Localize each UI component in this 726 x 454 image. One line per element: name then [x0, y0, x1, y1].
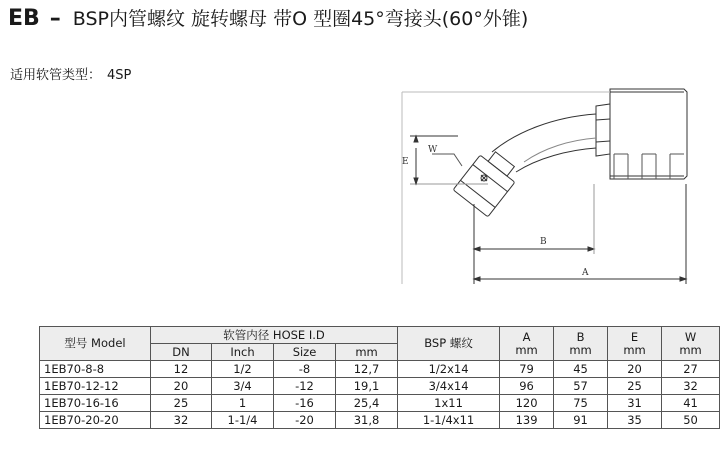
- swivel-nut: [453, 155, 515, 217]
- subheader-mm: mm: [336, 344, 398, 361]
- ferrule-outline: [610, 89, 687, 179]
- subheader-inch: Inch: [212, 344, 274, 361]
- dim-header-w: W mm: [662, 327, 720, 361]
- fitting-drawing: [388, 84, 718, 294]
- hose-type-value: 4SP: [107, 68, 132, 83]
- hose-type-label: 适用软管类型：: [10, 68, 102, 83]
- header-row-1: [40, 327, 720, 344]
- dim-header-e: E mm: [608, 327, 662, 361]
- subheader-dn: DN: [151, 344, 212, 361]
- hose-id-header: 软管内径 HOSE I.D: [151, 327, 398, 344]
- table-row: 1EB70-20-20 32 1-1/4 -20 31,8 1-1/4x11 139 91 35 50: [40, 412, 720, 429]
- product-description: BSP内管螺纹 旋转螺母 带O 型圈45°弯接头(60°外锥): [72, 8, 529, 30]
- drawing-label-w: W: [428, 145, 438, 155]
- drawing-label-a: A: [582, 268, 589, 278]
- table-row: 1EB70-8-8 12 1/2 -8 12,7 1/2x14 79 45 20 27: [40, 361, 720, 378]
- model-header: 型号 Model: [40, 327, 151, 361]
- drawing-label-b: B: [540, 237, 547, 247]
- title-dash: –: [49, 6, 61, 31]
- dim-header-b: B mm: [554, 327, 608, 361]
- drawing-label-e: E: [402, 157, 409, 167]
- subheader-size: Size: [274, 344, 336, 361]
- thread-header: BSP 螺纹: [398, 327, 500, 361]
- bent-stem: [492, 114, 596, 152]
- table-row: 1EB70-12-12 20 3/4 -12 19,1 3/4x14 96 57 25 32: [40, 378, 720, 395]
- dim-header-a: A mm: [500, 327, 554, 361]
- hex-collar: [596, 104, 610, 156]
- page-title: [8, 4, 528, 31]
- product-code: EB: [8, 6, 40, 31]
- table-row: 1EB70-16-16 25 1 -16 25,4 1x11 120 75 31 41: [40, 395, 720, 412]
- spec-table: [39, 326, 720, 429]
- hose-type-line: [10, 64, 131, 83]
